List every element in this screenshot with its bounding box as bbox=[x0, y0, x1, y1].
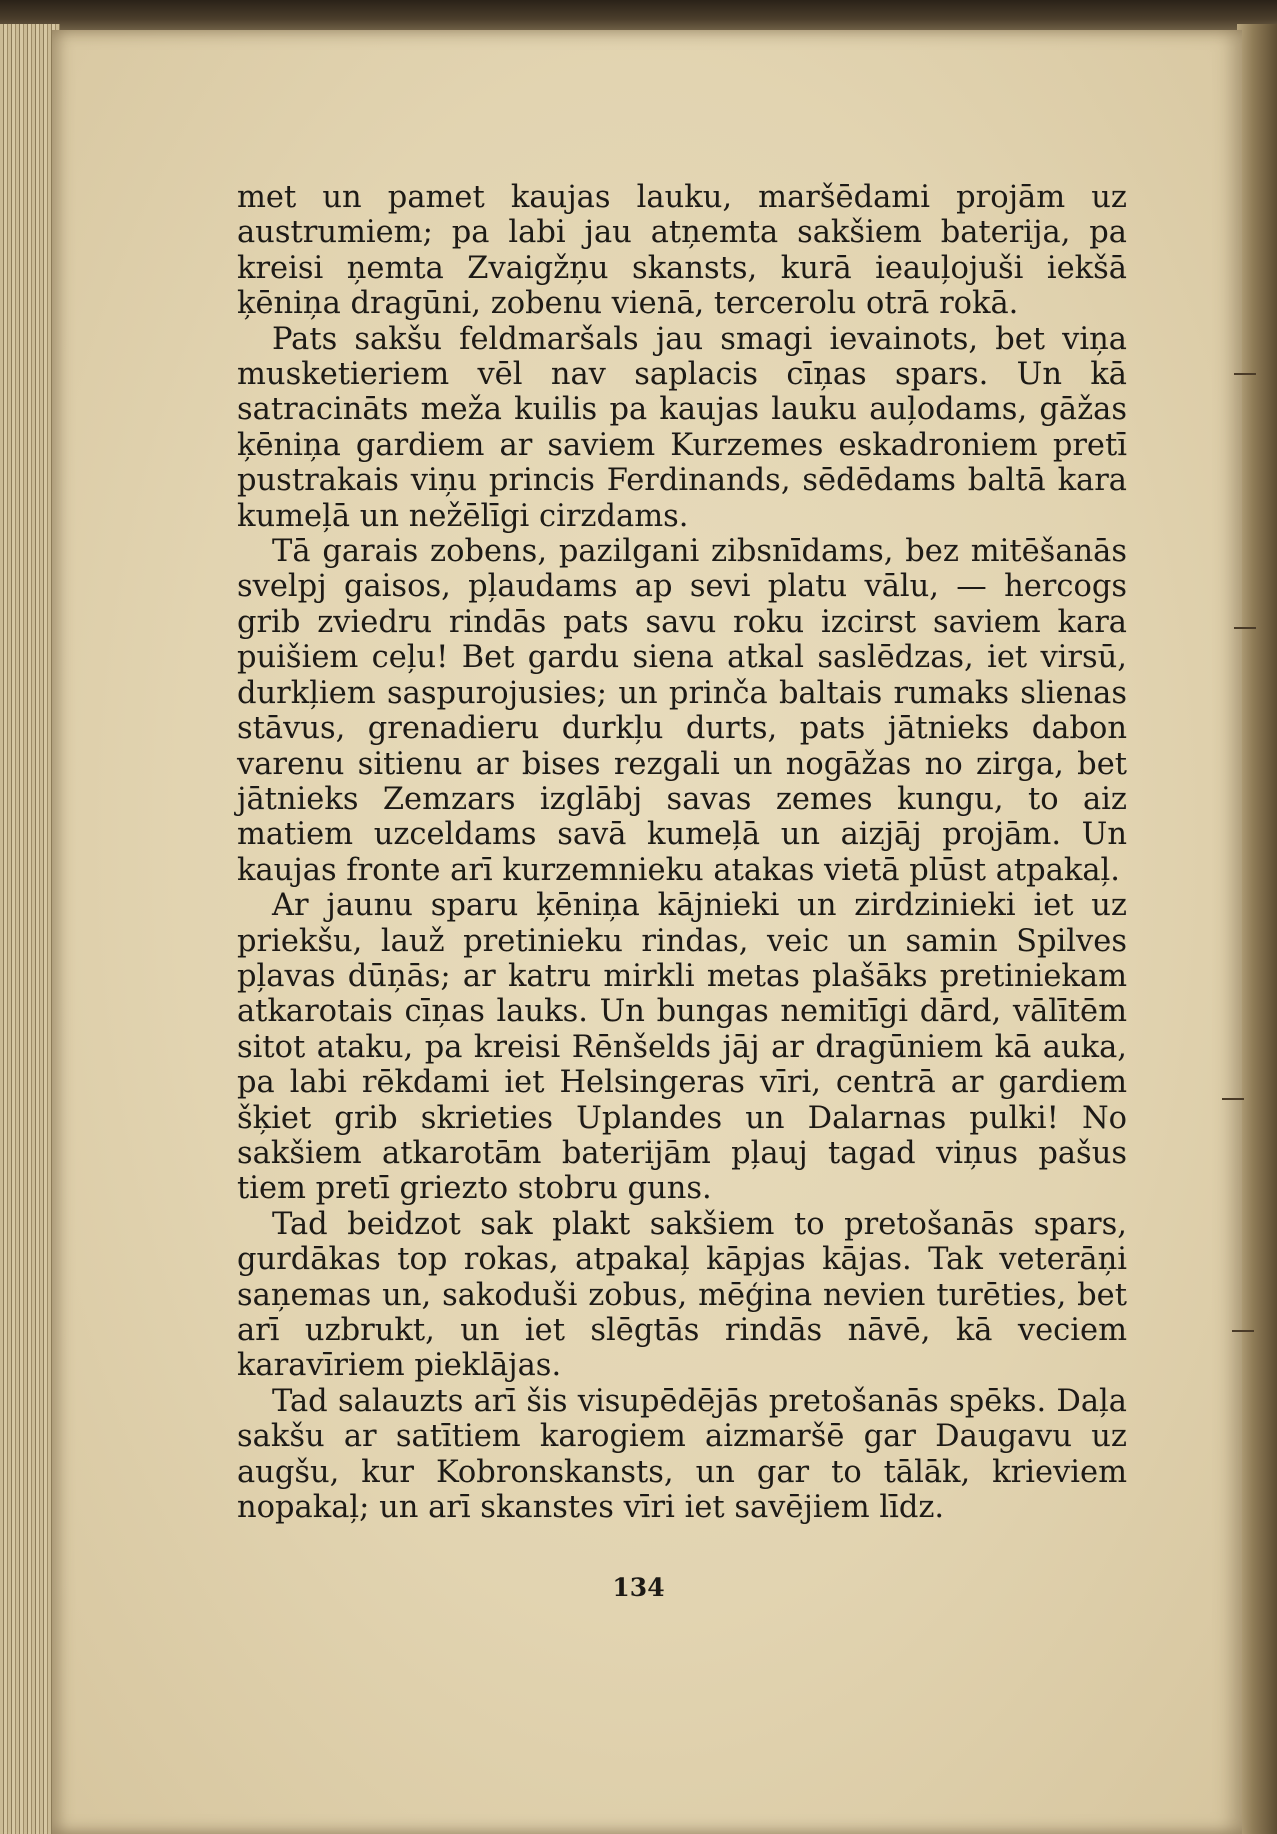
page-edges-left bbox=[0, 24, 60, 1834]
paragraph: Pats sakšu feldmaršals jau smagi ievainots, bet viņa musketieriem vēl nav saplacis cīņas spars. Un kā satracināts meža kuilis pa kaujas lauku auļodams, gāžas ķēniņa gardiem ar saviem Kurzemes eskadroniem pretī pustrakais viņu princis Ferdinands, sēdēdams baltā kara kumeļā un nežēlīgi cirzdams. bbox=[237, 321, 1127, 534]
paragraph: Tad beidzot sak plakt sakšiem to pretošanās spars, gurdākas top rokas, atpakaļ kāpjas kājas. Tak veterāņi saņemas un, sakoduši zobus, mēģina nevien turēties, bet arī uzbrukt, un iet slēgtās rindās nāvē, kā veciem karavīriem pieklājas. bbox=[237, 1206, 1127, 1384]
paragraph: Ar jaunu sparu ķēniņa kājnieki un zirdzinieki iet uz priekšu, lauž pretinieku rindas, veic un samin Spilves pļavas dūņās; ar katru mirkli metas plašāks pretiniekam atkarotais cīņas lauks. Un bungas nemitīgi dārd, vālītēm sitot ataku, pa kreisi Rēnšelds jāj ar dragūniem kā auka, pa labi rēkdami iet Helsingeras vīri, centrā ar gardiem šķiet grib skrieties Uplandes un Dalarnas pulki! No sakšiem atkarotām baterijām pļauj tagad viņus pašus tiem pretī griezto stobru guns. bbox=[237, 888, 1127, 1207]
paragraph: met un pamet kaujas lauku, maršēdami projām uz austrumiem; pa labi jau atņemta sakšiem baterija, pa kreisi ņemta Zvaigžņu skansts, kurā ieauļojuši iekšā ķēniņa dragūni, zobenu vienā, tercerolu otrā rokā. bbox=[237, 180, 1127, 322]
page-edge-right bbox=[1237, 24, 1277, 1834]
margin-mark bbox=[1234, 373, 1256, 375]
paragraph: Tad salauzts arī šis visupēdējās pretošanās spēks. Daļa sakšu ar satītiem karogiem aizmaršē gar Daugavu uz augšu, kur Kobronskansts, un gar to tālāk, krieviem nopakaļ; un arī skanstes vīri iet savējiem līdz. bbox=[237, 1383, 1127, 1526]
body-text bbox=[237, 180, 1127, 1525]
margin-mark bbox=[1222, 1098, 1244, 1100]
book-binding-top bbox=[0, 0, 1277, 34]
paragraph: Tā garais zobens, pazilgani zibsnīdams, bez mitēšanās svelpj gaisos, pļaudams ap sevi platu vālu, — hercogs grib zviedru rindās pats savu roku izcirst saviem kara puišiem ceļu! Bet gardu siena atkal saslēdzas, iet virsū, durkļiem saspurojusies; un prinča baltais rumaks slienas stāvus, grenadieru durkļu durts, pats jātnieks dabon varenu sitienu ar bises rezgali un nogāžas no zirga, bet jātnieks Zemzars izglābj savas zemes kungu, to aiz matiem uzceldams savā kumeļā un aizjāj projām. Un kaujas fronte arī kurzemnieku atakas vietā plūst atpakaļ. bbox=[237, 534, 1127, 888]
margin-mark bbox=[1234, 627, 1256, 629]
margin-mark bbox=[1232, 1330, 1254, 1332]
page-number: 134 bbox=[612, 1573, 665, 1602]
